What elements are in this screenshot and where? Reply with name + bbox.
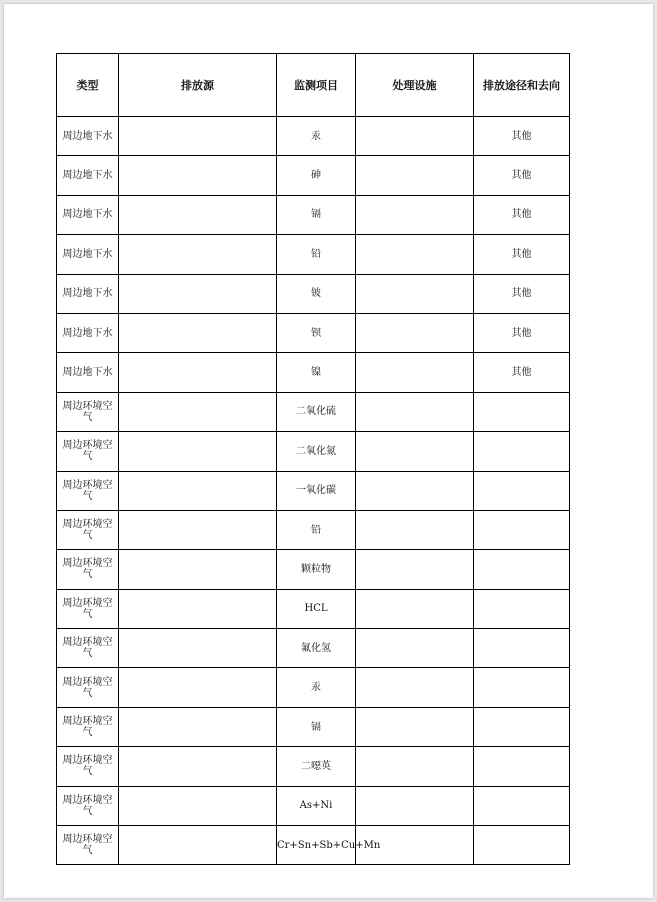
cell-source [119,826,277,865]
table-row [57,313,570,352]
cell-treatment-facility [356,432,474,471]
cell-source [119,117,277,156]
cell-type: 周边地下水 [57,274,119,313]
cell-source [119,195,277,234]
cell-source [119,432,277,471]
table-row [57,274,570,313]
cell-discharge-route: 其他 [474,117,570,156]
cell-discharge-route [474,510,570,549]
cell-discharge-route: 其他 [474,195,570,234]
cell-monitoring-item: 铍 [277,274,356,313]
cell-source [119,550,277,589]
cell-monitoring-item: 一氧化碳 [277,471,356,510]
cell-treatment-facility [356,353,474,392]
cell-discharge-route [474,668,570,707]
cell-monitoring-item: 铅 [277,235,356,274]
cell-monitoring-item: 汞 [277,668,356,707]
cell-type: 周边环境空气 [57,550,119,589]
header-discharge-route: 排放途径和去向 [474,54,570,117]
cell-source [119,313,277,352]
cell-discharge-route [474,826,570,865]
cell-type: 周边地下水 [57,313,119,352]
cell-monitoring-item: As+Ni [277,786,356,825]
cell-discharge-route: 其他 [474,235,570,274]
cell-monitoring-item: 二氧化硫 [277,392,356,431]
cell-type: 周边环境空气 [57,747,119,786]
cell-type: 周边地下水 [57,235,119,274]
table-row [57,432,570,471]
cell-type: 周边环境空气 [57,826,119,865]
cell-treatment-facility [356,313,474,352]
cell-treatment-facility [356,550,474,589]
cell-treatment-facility [356,747,474,786]
cell-type: 周边环境空气 [57,707,119,746]
cell-type: 周边环境空气 [57,510,119,549]
cell-type: 周边环境空气 [57,392,119,431]
cell-treatment-facility [356,471,474,510]
table-row [57,707,570,746]
cell-discharge-route [474,550,570,589]
cell-monitoring-item: HCL [277,589,356,628]
table-row [57,156,570,195]
cell-type: 周边环境空气 [57,589,119,628]
cell-type: 周边环境空气 [57,629,119,668]
cell-treatment-facility [356,392,474,431]
table-row [57,117,570,156]
cell-source [119,786,277,825]
cell-monitoring-item: 二氧化氮 [277,432,356,471]
cell-type: 周边地下水 [57,353,119,392]
cell-source [119,707,277,746]
header-monitoring-item: 监测项目 [277,54,356,117]
cell-discharge-route [474,786,570,825]
cell-monitoring-item: 铅 [277,510,356,549]
cell-treatment-facility [356,786,474,825]
table-row [57,786,570,825]
cell-discharge-route [474,747,570,786]
cell-discharge-route [474,432,570,471]
cell-discharge-route [474,707,570,746]
document-page [4,4,653,898]
cell-treatment-facility [356,117,474,156]
cell-monitoring-item: 镉 [277,195,356,234]
cell-type: 周边地下水 [57,117,119,156]
table-body [57,117,570,865]
cell-type: 周边地下水 [57,156,119,195]
table-row [57,235,570,274]
table-row [57,550,570,589]
cell-monitoring-item: 颗粒物 [277,550,356,589]
cell-treatment-facility [356,707,474,746]
table-row [57,629,570,668]
cell-discharge-route: 其他 [474,353,570,392]
cell-source [119,629,277,668]
cell-source [119,235,277,274]
cell-type: 周边环境空气 [57,668,119,707]
header-type: 类型 [57,54,119,117]
cell-source [119,589,277,628]
table-row [57,510,570,549]
cell-type: 周边环境空气 [57,786,119,825]
cell-discharge-route: 其他 [474,313,570,352]
cell-source [119,668,277,707]
header-treatment-facility: 处理设施 [356,54,474,117]
cell-monitoring-item: 氟化氢 [277,629,356,668]
table-row [57,826,570,865]
header-source: 排放源 [119,54,277,117]
cell-source [119,156,277,195]
cell-monitoring-item: 镉 [277,707,356,746]
cell-discharge-route [474,471,570,510]
cell-treatment-facility [356,195,474,234]
table-row [57,392,570,431]
monitoring-table [56,53,570,865]
cell-treatment-facility [356,589,474,628]
cell-discharge-route: 其他 [474,156,570,195]
cell-discharge-route [474,589,570,628]
cell-monitoring-item: 砷 [277,156,356,195]
cell-source [119,471,277,510]
cell-source [119,510,277,549]
table-row [57,195,570,234]
cell-discharge-route [474,629,570,668]
cell-treatment-facility [356,510,474,549]
table-row [57,668,570,707]
cell-treatment-facility [356,629,474,668]
cell-type: 周边地下水 [57,195,119,234]
cell-source [119,353,277,392]
cell-monitoring-item: 钡 [277,313,356,352]
cell-type: 周边环境空气 [57,432,119,471]
cell-discharge-route: 其他 [474,274,570,313]
cell-treatment-facility [356,274,474,313]
cell-source [119,747,277,786]
table-row [57,747,570,786]
cell-source [119,392,277,431]
table-row [57,589,570,628]
cell-source [119,274,277,313]
cell-treatment-facility [356,668,474,707]
cell-monitoring-item: 镍 [277,353,356,392]
cell-monitoring-item: 二噁英 [277,747,356,786]
table-row [57,353,570,392]
cell-treatment-facility [356,156,474,195]
cell-type: 周边环境空气 [57,471,119,510]
cell-monitoring-item: Cr+Sn+Sb+Cu+Mn [277,826,356,865]
cell-discharge-route [474,392,570,431]
table-header-row [57,54,570,117]
table-row [57,471,570,510]
cell-treatment-facility [356,235,474,274]
cell-monitoring-item: 汞 [277,117,356,156]
